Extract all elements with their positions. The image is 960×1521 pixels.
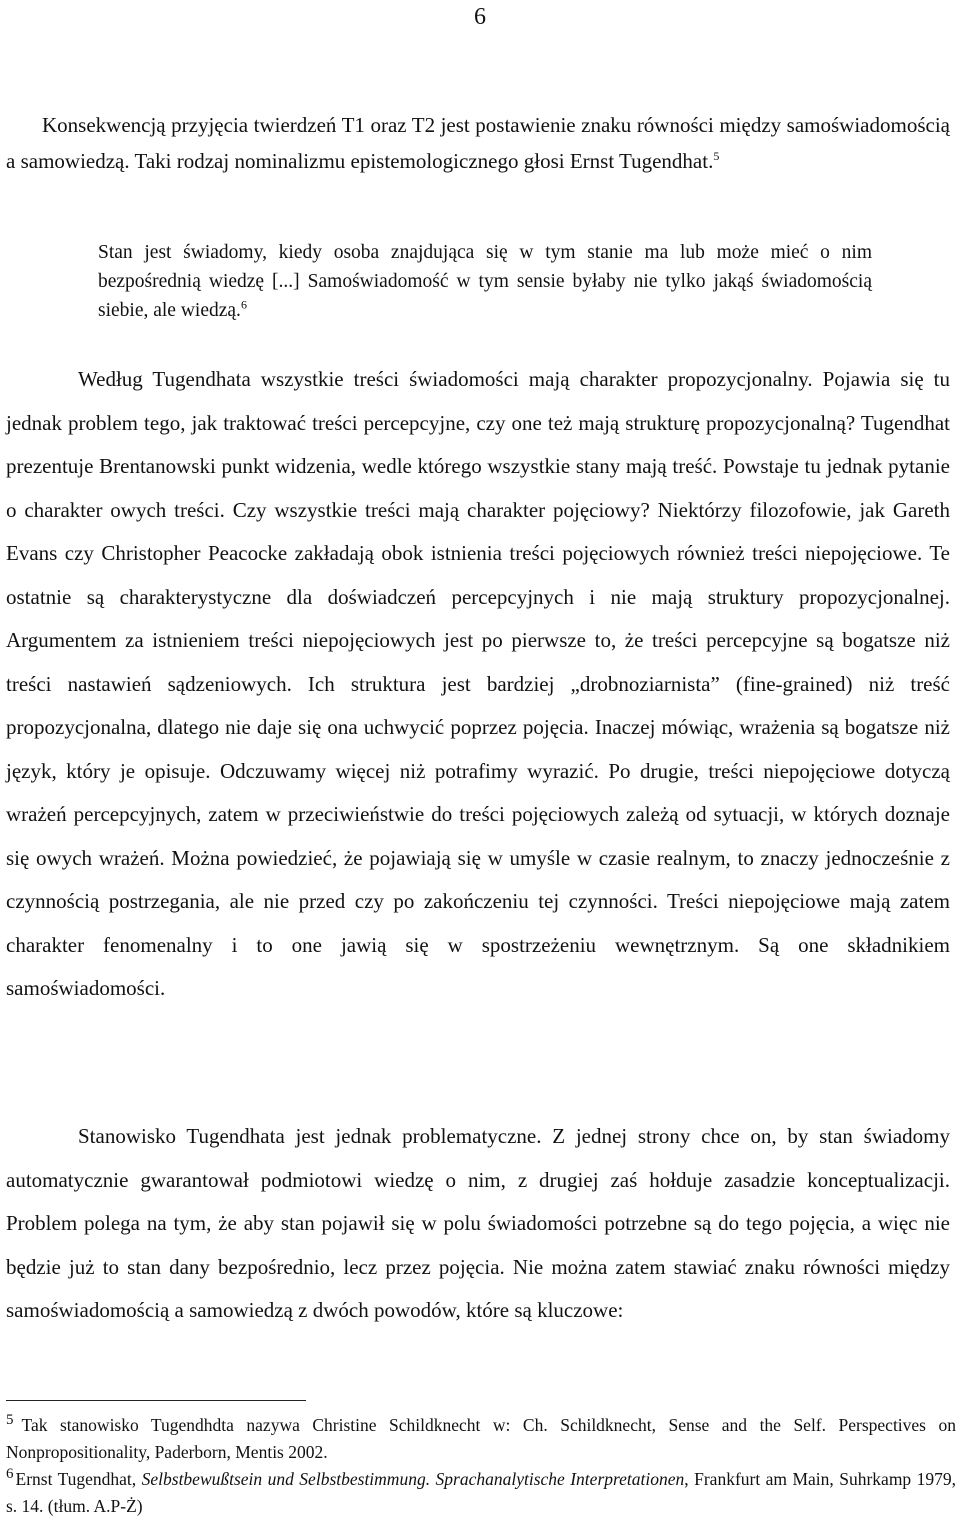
- footnote-separator: [6, 1400, 306, 1401]
- footnote-number: 5: [6, 1412, 14, 1428]
- intro-paragraph: [6, 107, 950, 179]
- footnote-book-title: Selbstbewußtsein und Selbstbestimmung. Sprachanalytische Interpretationen: [141, 1469, 685, 1489]
- footnote-author: Ernst Tugendhat,: [15, 1469, 142, 1489]
- footnote-publication: , Frankfurt am Main, Suhrkamp 1979, s. 14. (tłum. A.P-Ż): [6, 1469, 957, 1516]
- block-quote: [98, 238, 872, 325]
- footnote-6: [6, 1466, 956, 1520]
- footnote-ref-6[interactable]: 6: [240, 297, 247, 312]
- footnote-number: 6: [6, 1466, 14, 1482]
- body-paragraph-1: Według Tugendhata wszystkie treści świadomości mają charakter propozycjonalny. Pojawia się tu jednak problem tego, jak traktować treści percepcyjne, czy one też mają strukturę propozycjonalną? Tugendhat prezentuje Brentanowski punkt widzenia, wedle którego wszystkie stany mają treść. Powstaje tu jednak pytanie o charakter owych treści. Czy wszystkie treści mają charakter pojęciowy? Niektórzy filozofowie, jak Gareth Evans czy Christopher Peacocke zakładają obok istnienia treści pojęciowych również treści niepojęciowe. Te ostatnie są charakterystyczne dla doświadczeń percepcyjnych i nie mają struktury propozycjonalnej. Argumentem za istnieniem treści niepojęciowych jest po pierwsze to, że treści percepcyjne są bogatsze niż treści nastawień sądzeniowych. Ich struktura jest bardziej „drobnoziarnista” (fine-grained) niż treść propozycjonalna, dlatego nie daje się ona uchwycić poprzez pojęcia. Inaczej mówiąc, wrażenia są bogatsze niż język, który je opisuje. Odczuwamy więcej niż potrafimy wyrazić. Po drugie, treści niepojęciowe dotyczą wrażeń percepcyjnych, zatem w przeciwieństwie do treści pojęciowych zależą od sytuacji, w których doznaje się owych wrażeń. Można powiedzieć, że pojawiają się w umyśle w czasie realnym, to znaczy jednocześnie z czynnością postrzegania, ale nie przed czy po zakończeniu tej czynności. Treści niepojęciowe mają zatem charakter fenomenalny i to one jawią się w spostrzeżeniu wewnętrznym. Są one składnikiem samoświadomości.: [6, 367, 950, 1000]
- footnote-text: Tak stanowisko Tugendhdta nazywa Christine Schildknecht w: Ch. Schildknecht, Sense and the Self. Perspectives on Nonpropositionality, Paderborn, Mentis 2002.: [6, 1415, 956, 1462]
- intro-text: Konsekwencją przyjęcia twierdzeń T1 oraz T2 jest postawienie znaku równości między samoświadomością a samowiedzą. Taki rodzaj nominalizmu epistemologicznego głosi Ernst Tugendhat.: [6, 113, 950, 173]
- footnote-5: [6, 1412, 956, 1466]
- quote-text: Stan jest świadomy, kiedy osoba znajdująca się w tym stanie ma lub może mieć o nim bezpośrednią wiedzę [...] Samoświadomość w tym sensie byłaby nie tylko jakąś świadomością siebie, ale wiedzą.: [98, 242, 872, 321]
- footnote-ref-5[interactable]: 5: [713, 149, 720, 163]
- page-number: 6: [474, 4, 486, 30]
- body-paragraph-2: Stanowisko Tugendhata jest jednak problematyczne. Z jednej strony chce on, by stan świadomy automatycznie gwarantował podmiotowi wiedzę o nim, z drugiej zaś hołduje zasadzie konceptualizacji. Problem polega na tym, że aby stan pojawił się w polu świadomości potrzebne są do tego pojęcia, a więc nie będzie już to stan dany bezpośrednio, lecz przez pojęcia. Nie można zatem stawiać znaku równości między samoświadomością a samowiedzą z dwóch powodów, które są kluczowe:: [6, 1124, 950, 1322]
